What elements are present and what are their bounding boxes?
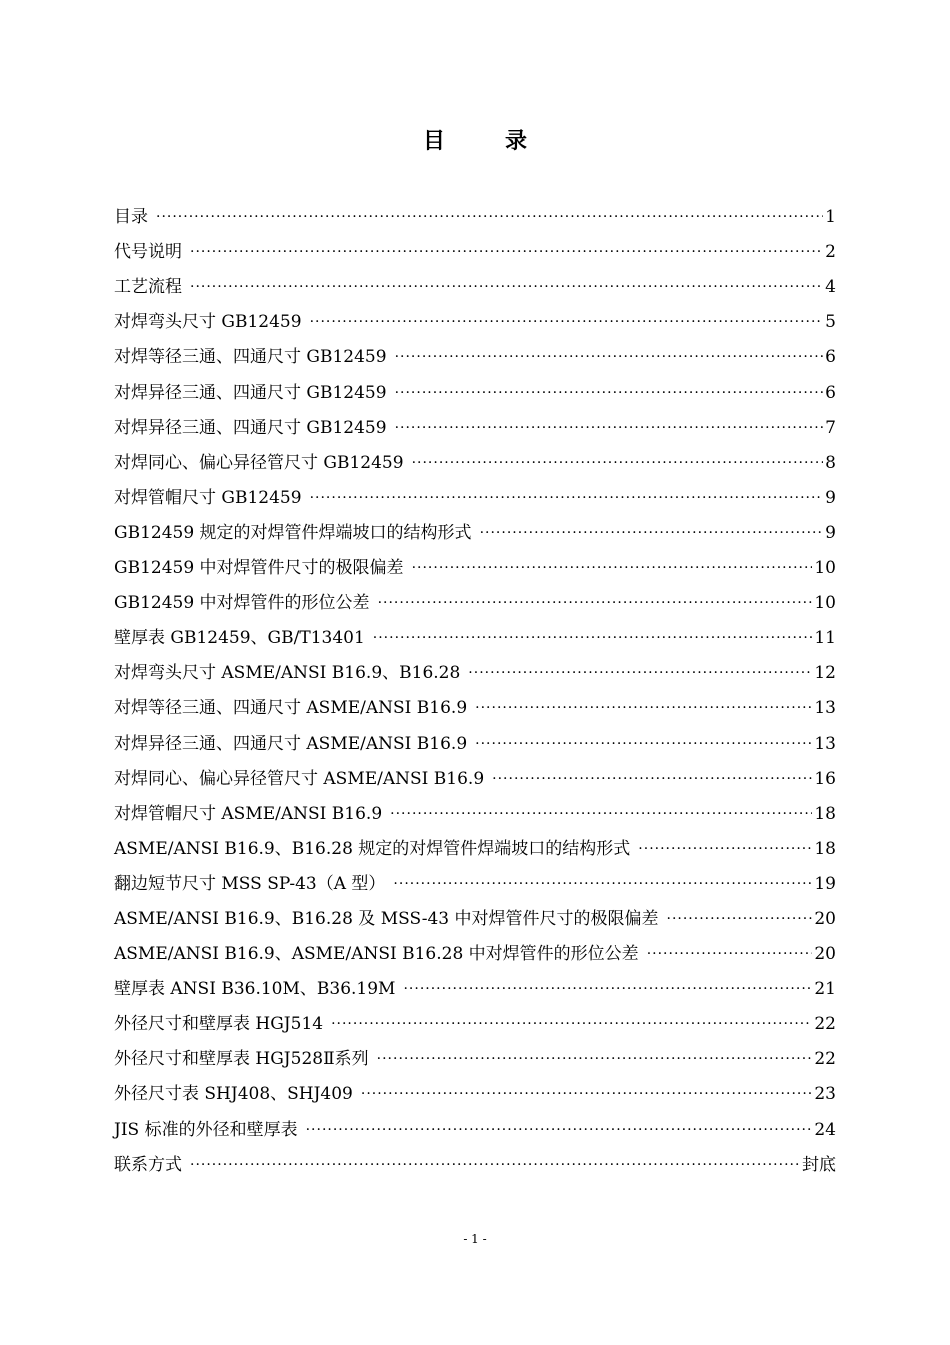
toc-leader-dots [412,449,824,477]
page-title [0,124,950,155]
toc-entry-page: 6 [825,347,836,368]
toc-entry-title: 壁厚表 GB12459、GB/T13401 [114,628,365,649]
toc-entry[interactable] [114,828,836,863]
toc-entry-title: 对焊管帽尺寸 GB12459 [114,487,302,508]
toc-leader-dots [475,730,812,758]
toc-leader-dots [393,870,812,898]
toc-entry-title: 对焊同心、偏心异径管尺寸 ASME/ANSI B16.9 [114,768,485,789]
toc-entry-page: 6 [825,382,836,403]
toc-entry[interactable] [114,687,836,722]
toc-entry[interactable] [114,231,836,266]
toc-entry-title: 对焊等径三通、四通尺寸 ASME/ANSI B16.9 [114,698,468,719]
toc-entry-page: 18 [814,838,836,859]
toc-entry-title: 外径尺寸和壁厚表 HGJ514 [114,1014,324,1035]
toc-entry-page: 18 [814,803,836,824]
toc-leader-dots [310,484,824,512]
toc-entry[interactable] [114,863,836,898]
toc-entry-page: 11 [814,628,836,649]
toc-leader-dots [395,379,824,407]
toc-entry-title: 壁厚表 ANSI B36.10M、B36.19M [114,979,396,1000]
toc-entry-title: ASME/ANSI B16.9、B16.28 规定的对焊管件焊端坡口的结构形式 [114,838,631,859]
toc-leader-dots [190,1151,800,1179]
toc-entry-title: 对焊管帽尺寸 ASME/ANSI B16.9 [114,803,383,824]
toc-entry-title: 对焊弯头尺寸 ASME/ANSI B16.9、B16.28 [114,663,461,684]
toc-entry[interactable] [114,617,836,652]
toc-entry-title: ASME/ANSI B16.9、B16.28 及 MSS-43 中对焊管件尺寸的极限偏差 [114,908,659,929]
toc-entry-page: 8 [825,452,836,473]
toc-entry[interactable] [114,512,836,547]
toc-leader-dots [468,659,812,687]
toc-entry[interactable] [114,547,836,582]
toc-entry[interactable] [114,1108,836,1143]
toc-entry[interactable] [114,898,836,933]
toc-leader-dots [378,589,813,617]
toc-leader-dots [190,273,823,301]
toc-entry-title: 对焊等径三通、四通尺寸 GB12459 [114,347,387,368]
toc-entry-title: 对焊异径三通、四通尺寸 GB12459 [114,382,387,403]
toc-entry-title: ASME/ANSI B16.9、ASME/ANSI B16.28 中对焊管件的形位公差 [114,944,639,965]
toc-entry[interactable] [114,1003,836,1038]
toc-leader-dots [667,905,813,933]
toc-entry-page: 1 [825,207,836,228]
toc-leader-dots [492,765,812,793]
toc-leader-dots [306,1116,813,1144]
toc-entry-page: 22 [814,1014,836,1035]
toc-leader-dots [638,835,812,863]
toc-leader-dots [156,203,823,231]
toc-entry-title: 对焊异径三通、四通尺寸 ASME/ANSI B16.9 [114,733,468,754]
toc-entry-page: 9 [825,487,836,508]
toc-entry-page: 2 [825,242,836,263]
toc-entry-page: 20 [814,944,836,965]
toc-entry-title: JIS 标准的外径和壁厚表 [114,1119,298,1140]
toc-leader-dots [361,1080,812,1108]
page-number: - 1 - [463,1232,487,1246]
toc-entry-title: 对焊同心、偏心异径管尺寸 GB12459 [114,452,404,473]
toc-entry-page: 23 [814,1084,836,1105]
toc-entry-page: 20 [814,908,836,929]
toc-entry[interactable] [114,371,836,406]
toc-entry-title: 对焊弯头尺寸 GB12459 [114,312,302,333]
toc-leader-dots [647,940,813,968]
toc-entry-page: 24 [814,1119,836,1140]
toc-leader-dots [395,414,824,442]
toc-entry[interactable] [114,442,836,477]
toc-leader-dots [390,800,812,828]
toc-entry-page: 12 [814,663,836,684]
toc-entry-page: 19 [814,873,836,894]
table-of-contents [114,196,836,1179]
toc-entry-page: 4 [825,277,836,298]
toc-entry-title: 代号说明 [114,242,182,263]
toc-entry-page: 7 [825,417,836,438]
toc-entry-title: 联系方式 [114,1154,182,1175]
toc-entry-title: 外径尺寸和壁厚表 HGJ528Ⅱ系列 [114,1049,369,1070]
toc-entry[interactable] [114,477,836,512]
toc-entry[interactable] [114,196,836,231]
toc-entry-page: 16 [814,768,836,789]
toc-entry-page: 13 [814,698,836,719]
toc-entry[interactable] [114,652,836,687]
toc-leader-dots [412,554,813,582]
toc-entry-title: 翻边短节尺寸 MSS SP-43（A 型） [114,873,386,894]
toc-entry[interactable] [114,722,836,757]
toc-entry[interactable] [114,1038,836,1073]
toc-leader-dots [190,238,823,266]
toc-entry[interactable] [114,1073,836,1108]
toc-entry[interactable] [114,407,836,442]
toc-entry-title: 工艺流程 [114,277,182,298]
toc-entry-page: 21 [814,979,836,1000]
toc-entry-title: GB12459 中对焊管件尺寸的极限偏差 [114,558,404,579]
toc-entry[interactable] [114,301,836,336]
toc-entry[interactable] [114,582,836,617]
toc-entry-page: 22 [814,1049,836,1070]
toc-leader-dots [403,975,812,1003]
toc-entry-title: 目录 [114,207,148,228]
toc-entry-title: 对焊异径三通、四通尺寸 GB12459 [114,417,387,438]
toc-entry[interactable] [114,933,836,968]
toc-entry-page: 10 [814,558,836,579]
toc-leader-dots [310,308,824,336]
toc-entry-page: 13 [814,733,836,754]
toc-entry-title: GB12459 规定的对焊管件焊端坡口的结构形式 [114,522,472,543]
toc-entry-page: 10 [814,593,836,614]
toc-leader-dots [377,1045,813,1073]
toc-entry-title: GB12459 中对焊管件的形位公差 [114,593,370,614]
toc-leader-dots [373,624,813,652]
toc-entry-page: 5 [825,312,836,333]
toc-entry[interactable] [114,1144,836,1179]
toc-entry[interactable] [114,793,836,828]
toc-entry-page: 9 [825,522,836,543]
toc-entry-page: 封底 [802,1154,836,1175]
toc-leader-dots [331,1010,812,1038]
toc-leader-dots [480,519,824,547]
toc-entry[interactable] [114,758,836,793]
title-char-left: 目 [422,129,445,154]
toc-entry[interactable] [114,968,836,1003]
toc-entry-title: 外径尺寸表 SHJ408、SHJ409 [114,1084,353,1105]
toc-leader-dots [395,343,824,371]
title-char-right: 录 [505,129,528,154]
toc-entry[interactable] [114,336,836,371]
toc-entry[interactable] [114,266,836,301]
toc-leader-dots [475,694,812,722]
